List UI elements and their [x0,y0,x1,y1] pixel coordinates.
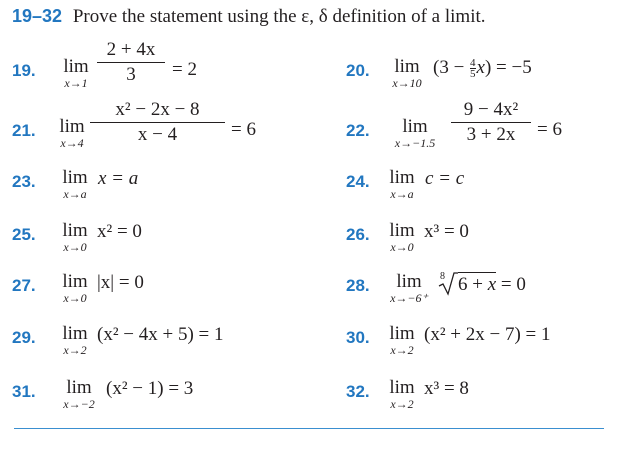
problem-number: 28. [346,276,370,295]
expression: c = c [425,168,465,189]
limit-subscript: x→0 [63,240,87,254]
exercise-range: 19–32 [12,6,63,26]
expression: x = a [98,168,139,189]
exercise-header [12,6,486,28]
problem-number: 23. [12,172,36,191]
limit-operator: lim x→−6⁺ [384,272,434,304]
exercise-instruction: Prove the statement using the ε, δ definition of a limit. [72,6,486,27]
limit-operator: lim x→a [59,168,91,200]
expression: x² = 0 [97,221,142,242]
limit-operator: lim x→−2 [59,378,99,410]
limit-subscript: x→10 [392,76,422,90]
limit-subscript: x→a [390,187,414,201]
limit-subscript: x→−6⁺ [390,291,428,305]
expression: x³ = 8 [424,378,469,399]
expression: 8 6 + x = 0 [438,272,526,296]
limit-subscript: x→2 [390,343,414,357]
problem-number: 29. [12,328,36,347]
limit-subscript: x→−2 [63,397,95,411]
problem-number: 19. [12,61,36,80]
limit-operator: lim x→0 [386,221,418,253]
limit-operator: lim x→2 [386,378,418,410]
limit-operator: lim x→1 [57,57,95,89]
expression: |x| = 0 [97,272,144,293]
limit-subscript: x→1 [64,76,88,90]
expression: x³ = 0 [424,221,469,242]
problem-number: 24. [346,172,370,191]
section-divider [14,428,604,429]
expression: (x² − 4x + 5) = 1 [97,324,224,345]
problem-number: 25. [12,225,36,244]
problem-number: 20. [346,61,370,80]
problem-number: 21. [12,121,36,140]
limit-subscript: x→4 [60,136,84,150]
problem-number: 30. [346,328,370,347]
limit-operator: lim x→0 [59,272,91,304]
fraction: 2 + 4x 3 [97,39,165,86]
fraction: 9 − 4x² 3 + 2x [451,99,531,146]
limit-operator: lim x→a [386,168,418,200]
expression: ($3 - \frac{4}{5}$ x) = −5 [433,57,532,81]
limit-operator: lim x→0 [59,221,91,253]
rhs: = 2 [172,59,197,80]
limit-subscript: x→2 [63,343,87,357]
problem-number: 26. [346,225,370,244]
limit-operator: lim x→2 [59,324,91,356]
rhs: = 6 [537,119,562,140]
limit-operator: lim x→−1.5 [384,117,446,149]
problem-number: 32. [346,382,370,401]
limit-subscript: x→a [63,187,87,201]
problem-number: 22. [346,121,370,140]
root-index: 8 [440,271,445,282]
limit-subscript: x→2 [390,397,414,411]
rhs: = 6 [231,119,256,140]
expression: (x² − 1) = 3 [106,378,194,399]
limit-operator: lim x→4 [57,117,87,149]
fraction: x² − 2x − 8 x − 4 [90,99,225,146]
problem-number: 31. [12,382,36,401]
limit-subscript: x→0 [63,291,87,305]
limit-subscript: x→−1.5 [394,136,436,150]
problem-number: 27. [12,276,36,295]
limit-operator: lim x→10 [385,57,429,89]
expression: (x² + 2x − 7) = 1 [424,324,551,345]
limit-subscript: x→0 [390,240,414,254]
limit-operator: lim x→2 [386,324,418,356]
